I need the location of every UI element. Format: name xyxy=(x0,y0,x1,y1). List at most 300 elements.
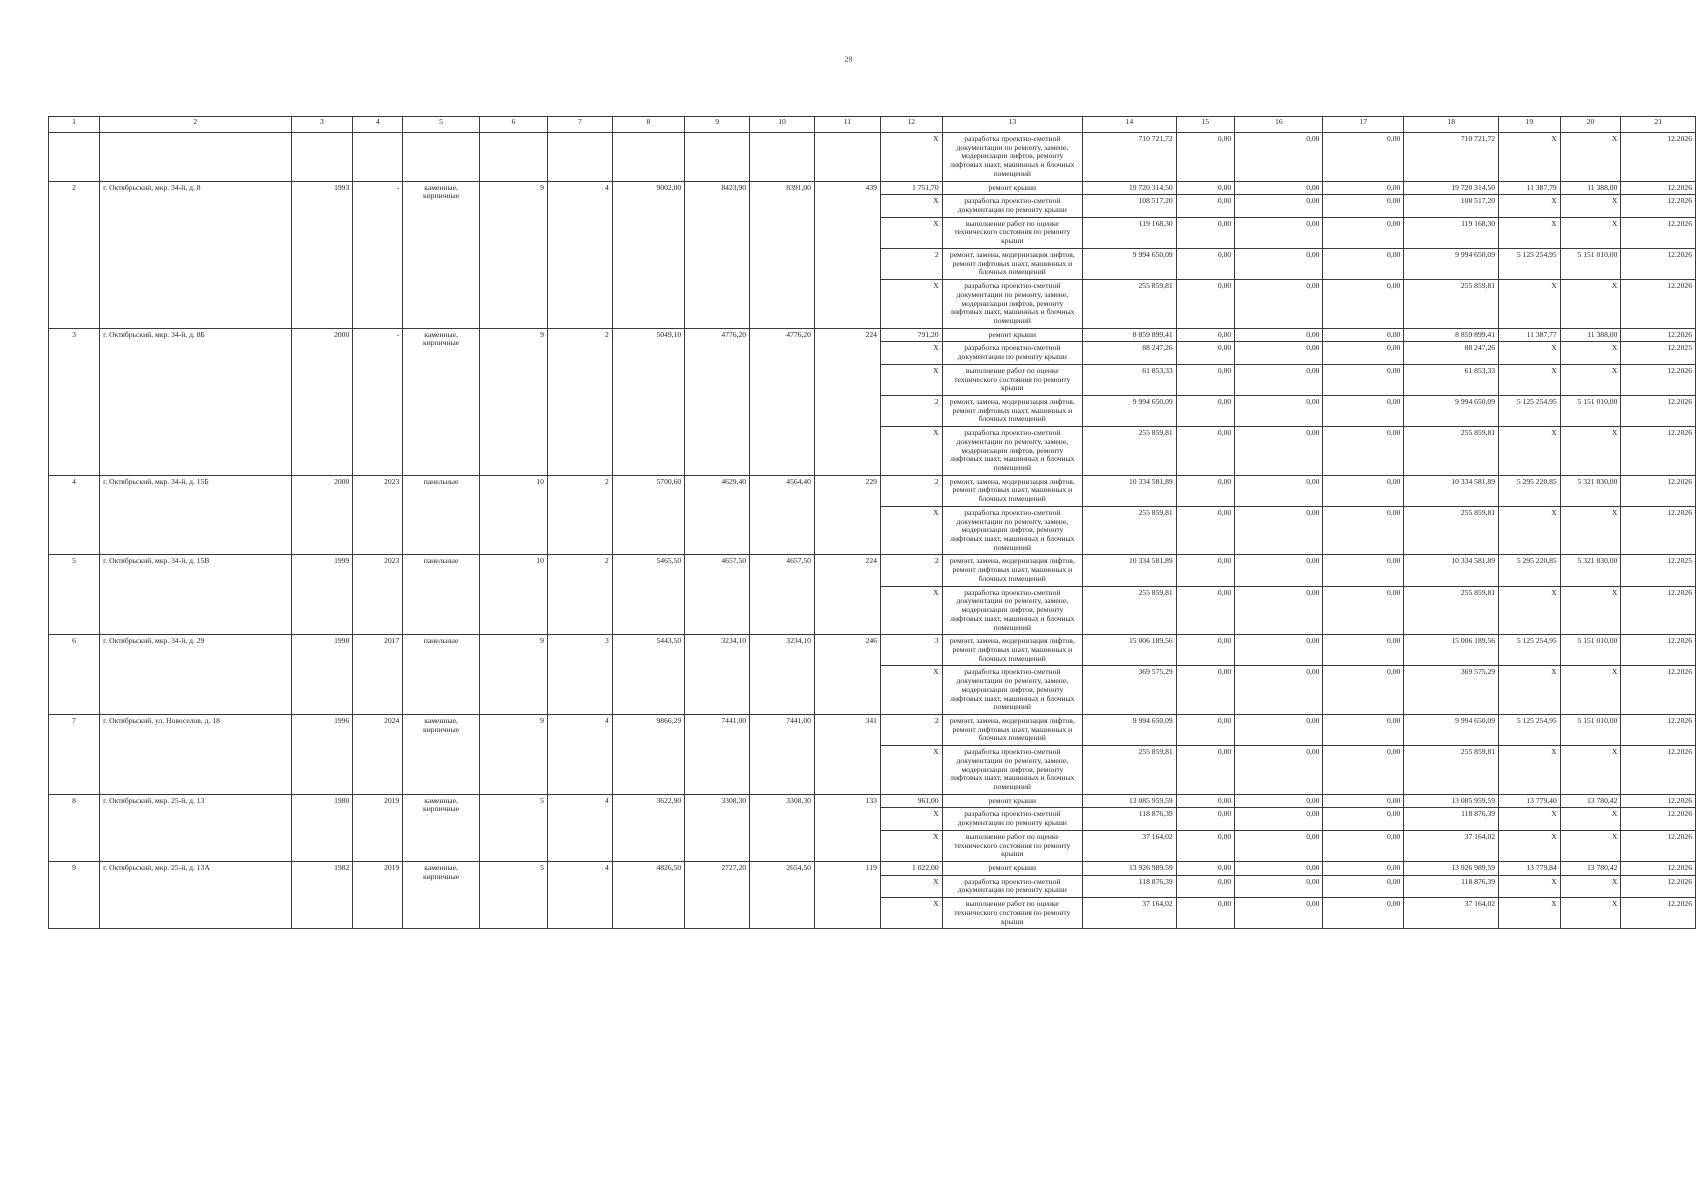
cost-local: 0,00 xyxy=(1323,746,1404,795)
unit-cost: X xyxy=(1499,280,1561,329)
living-area: 4657,50 xyxy=(750,555,815,635)
house-address: г. Октябрьский, мкр. 34-й, д. 15Б xyxy=(100,475,292,555)
completion-date: 12.2026 xyxy=(1621,506,1696,555)
cost-local: 0,00 xyxy=(1323,794,1404,808)
rooms-area xyxy=(685,133,750,182)
entrance-count: 2 xyxy=(547,475,612,555)
unit-cost: X xyxy=(1499,195,1561,217)
work-volume: X xyxy=(880,808,942,830)
table-row xyxy=(49,714,1696,745)
work-name: ремонт, замена, модернизация лифтов, ремонт лифтовых шахт, машинных и блочных помещений xyxy=(942,395,1082,426)
table-row xyxy=(49,475,1696,506)
work-cost-total: 118 876,39 xyxy=(1083,808,1177,830)
cost-local: 0,00 xyxy=(1323,395,1404,426)
cost-owners: 61 853,33 xyxy=(1404,364,1499,395)
year-built: 1998 xyxy=(291,635,353,715)
table-row xyxy=(49,555,1696,586)
cost-federal: 0,00 xyxy=(1176,830,1235,861)
cost-owners: 13 085 959,59 xyxy=(1404,794,1499,808)
max-unit-cost: X xyxy=(1560,280,1621,329)
floor-count: 9 xyxy=(479,328,547,475)
work-name: ремонт, замена, модернизация лифтов, ремонт лифтовых шахт, машинных и блочных помещений xyxy=(942,714,1082,745)
cost-regional: 0,00 xyxy=(1235,181,1323,195)
cost-owners: 8 859 899,41 xyxy=(1404,328,1499,342)
column-number-20: 20 xyxy=(1560,117,1621,133)
max-unit-cost: X xyxy=(1560,898,1621,929)
work-cost-total: 9 994 650,09 xyxy=(1083,248,1177,279)
work-cost-total: 8 859 899,41 xyxy=(1083,328,1177,342)
completion-date: 12.2026 xyxy=(1621,794,1696,808)
cost-local: 0,00 xyxy=(1323,475,1404,506)
work-volume: 1 022,00 xyxy=(880,862,942,876)
work-name: разработка проектно-сметной документации по ремонту крыши xyxy=(942,195,1082,217)
cost-federal: 0,00 xyxy=(1176,181,1235,195)
cost-federal: 0,00 xyxy=(1176,133,1235,182)
cost-federal: 0,00 xyxy=(1176,342,1235,364)
work-name: ремонт крыши xyxy=(942,862,1082,876)
work-cost-total: 13 926 989,59 xyxy=(1083,862,1177,876)
cost-regional: 0,00 xyxy=(1235,395,1323,426)
cost-federal: 0,00 xyxy=(1176,714,1235,745)
resident-count: 341 xyxy=(814,714,880,794)
work-volume: X xyxy=(880,280,942,329)
work-name: ремонт, замена, модернизация лифтов, ремонт лифтовых шахт, машинных и блочных помещений xyxy=(942,635,1082,666)
cost-regional: 0,00 xyxy=(1235,875,1323,897)
house-address: г. Октябрьский, мкр. 34-й, д. 8 xyxy=(100,181,292,328)
work-volume: X xyxy=(880,506,942,555)
cost-federal: 0,00 xyxy=(1176,555,1235,586)
column-number-17: 17 xyxy=(1323,117,1404,133)
work-volume: 961,00 xyxy=(880,794,942,808)
year-last-repair: 2024 xyxy=(353,714,403,794)
living-area: 3234,10 xyxy=(750,635,815,715)
living-area xyxy=(750,133,815,182)
work-name: ремонт крыши xyxy=(942,328,1082,342)
completion-date: 12.2026 xyxy=(1621,666,1696,715)
work-name: разработка проектно-сметной документации по ремонту, замене, модернизации лифтов, ремонту лифтовых шахт, машинных и блочных помещений xyxy=(942,746,1082,795)
cost-regional: 0,00 xyxy=(1235,898,1323,929)
work-cost-total: 255 859,81 xyxy=(1083,427,1177,476)
cost-federal: 0,00 xyxy=(1176,635,1235,666)
cost-regional: 0,00 xyxy=(1235,862,1323,876)
living-area: 7441,00 xyxy=(750,714,815,794)
total-area: 9002,00 xyxy=(612,181,684,328)
cost-owners: 255 859,81 xyxy=(1404,746,1499,795)
max-unit-cost: 5 151 010,00 xyxy=(1560,395,1621,426)
cost-regional: 0,00 xyxy=(1235,506,1323,555)
completion-date: 12.2026 xyxy=(1621,586,1696,635)
max-unit-cost: X xyxy=(1560,830,1621,861)
max-unit-cost: X xyxy=(1560,875,1621,897)
max-unit-cost: X xyxy=(1560,195,1621,217)
row-number: 7 xyxy=(49,714,100,794)
completion-date: 12.2026 xyxy=(1621,862,1696,876)
unit-cost: X xyxy=(1499,666,1561,715)
resident-count: 224 xyxy=(814,555,880,635)
resident-count: 133 xyxy=(814,794,880,861)
floor-count: 10 xyxy=(479,555,547,635)
work-cost-total: 9 994 650,09 xyxy=(1083,714,1177,745)
max-unit-cost: 13 780,42 xyxy=(1560,862,1621,876)
total-area: 4826,50 xyxy=(612,862,684,929)
cost-federal: 0,00 xyxy=(1176,217,1235,248)
table-row xyxy=(49,794,1696,808)
unit-cost: X xyxy=(1499,586,1561,635)
unit-cost: X xyxy=(1499,133,1561,182)
resident-count: 439 xyxy=(814,181,880,328)
unit-cost: X xyxy=(1499,898,1561,929)
year-last-repair: 2019 xyxy=(353,794,403,861)
column-number-13: 13 xyxy=(942,117,1082,133)
unit-cost: 5 125 254,95 xyxy=(1499,395,1561,426)
cost-federal: 0,00 xyxy=(1176,794,1235,808)
floor-count: 9 xyxy=(479,181,547,328)
unit-cost: 5 125 254,95 xyxy=(1499,635,1561,666)
year-built: 2000 xyxy=(291,475,353,555)
unit-cost: 13 779,84 xyxy=(1499,862,1561,876)
work-name: разработка проектно-сметной документации по ремонту, замене, модернизации лифтов, ремонту лифтовых шахт, машинных и блочных помещений xyxy=(942,586,1082,635)
cost-regional: 0,00 xyxy=(1235,280,1323,329)
work-volume: X xyxy=(880,666,942,715)
work-cost-total: 255 859,81 xyxy=(1083,586,1177,635)
completion-date: 12.2026 xyxy=(1621,830,1696,861)
column-number-18: 18 xyxy=(1404,117,1499,133)
cost-local: 0,00 xyxy=(1323,898,1404,929)
work-cost-total: 61 853,33 xyxy=(1083,364,1177,395)
cost-local: 0,00 xyxy=(1323,133,1404,182)
column-number-12: 12 xyxy=(880,117,942,133)
cost-owners: 255 859,81 xyxy=(1404,586,1499,635)
cost-owners: 9 994 650,09 xyxy=(1404,248,1499,279)
cost-owners: 15 006 189,56 xyxy=(1404,635,1499,666)
cost-owners: 118 876,39 xyxy=(1404,875,1499,897)
column-number-14: 14 xyxy=(1083,117,1177,133)
column-number-19: 19 xyxy=(1499,117,1561,133)
max-unit-cost: 11 388,00 xyxy=(1560,328,1621,342)
work-name: разработка проектно-сметной документации по ремонту, замене, модернизации лифтов, ремонту лифтовых шахт, машинных и блочных помещений xyxy=(942,427,1082,476)
total-area: 9866,29 xyxy=(612,714,684,794)
cost-federal: 0,00 xyxy=(1176,395,1235,426)
work-cost-total: 255 859,81 xyxy=(1083,506,1177,555)
completion-date: 12.2026 xyxy=(1621,328,1696,342)
wall-material: каменные, кирпичные xyxy=(403,328,480,475)
table-row xyxy=(49,133,1696,182)
rooms-area: 2727,20 xyxy=(685,862,750,929)
cost-owners: 108 517,20 xyxy=(1404,195,1499,217)
total-area: 5049,10 xyxy=(612,328,684,475)
row-number: 8 xyxy=(49,794,100,861)
column-number-15: 15 xyxy=(1176,117,1235,133)
cost-regional: 0,00 xyxy=(1235,248,1323,279)
house-address: г. Октябрьский, мкр. 34-й, д. 29 xyxy=(100,635,292,715)
entrance-count: 4 xyxy=(547,181,612,328)
completion-date: 12.2026 xyxy=(1621,635,1696,666)
work-name: ремонт, замена, модернизация лифтов, ремонт лифтовых шахт, машинных и блочных помещений xyxy=(942,248,1082,279)
work-cost-total: 19 720 314,50 xyxy=(1083,181,1177,195)
floor-count: 9 xyxy=(479,635,547,715)
cost-local: 0,00 xyxy=(1323,830,1404,861)
rooms-area: 7441,00 xyxy=(685,714,750,794)
completion-date: 12.2025 xyxy=(1621,342,1696,364)
resident-count: 119 xyxy=(814,862,880,929)
cost-local: 0,00 xyxy=(1323,586,1404,635)
completion-date: 12.2026 xyxy=(1621,195,1696,217)
max-unit-cost: X xyxy=(1560,746,1621,795)
column-number-1: 1 xyxy=(49,117,100,133)
cost-owners: 119 168,30 xyxy=(1404,217,1499,248)
unit-cost: 5 125 254,95 xyxy=(1499,248,1561,279)
cost-federal: 0,00 xyxy=(1176,248,1235,279)
row-number: 6 xyxy=(49,635,100,715)
max-unit-cost: X xyxy=(1560,586,1621,635)
work-volume: 791,20 xyxy=(880,328,942,342)
cost-local: 0,00 xyxy=(1323,364,1404,395)
unit-cost: 11 387,79 xyxy=(1499,181,1561,195)
max-unit-cost: 13 780,42 xyxy=(1560,794,1621,808)
max-unit-cost: 5 151 010,00 xyxy=(1560,714,1621,745)
table-row xyxy=(49,635,1696,666)
year-last-repair: - xyxy=(353,181,403,328)
entrance-count xyxy=(547,133,612,182)
cost-owners: 255 859,81 xyxy=(1404,427,1499,476)
work-volume: X xyxy=(880,364,942,395)
work-volume: X xyxy=(880,342,942,364)
max-unit-cost: X xyxy=(1560,427,1621,476)
floor-count xyxy=(479,133,547,182)
column-number-11: 11 xyxy=(814,117,880,133)
max-unit-cost: 5 321 830,00 xyxy=(1560,475,1621,506)
cost-local: 0,00 xyxy=(1323,875,1404,897)
completion-date: 12.2026 xyxy=(1621,217,1696,248)
work-volume: X xyxy=(880,195,942,217)
resident-count: 229 xyxy=(814,475,880,555)
total-area: 5465,50 xyxy=(612,555,684,635)
cost-federal: 0,00 xyxy=(1176,280,1235,329)
cost-regional: 0,00 xyxy=(1235,217,1323,248)
work-name: ремонт, замена, модернизация лифтов, ремонт лифтовых шахт, машинных и блочных помещений xyxy=(942,555,1082,586)
living-area: 3308,30 xyxy=(750,794,815,861)
house-address: г. Октябрьский, мкр. 34-й, д. 15В xyxy=(100,555,292,635)
max-unit-cost: X xyxy=(1560,133,1621,182)
work-name: разработка проектно-сметной документации по ремонту, замене, модернизации лифтов, ремонту лифтовых шахт, машинных и блочных помещений xyxy=(942,280,1082,329)
work-cost-total: 369 575,29 xyxy=(1083,666,1177,715)
column-number-8: 8 xyxy=(612,117,684,133)
completion-date: 12.2026 xyxy=(1621,427,1696,476)
cost-federal: 0,00 xyxy=(1176,875,1235,897)
cost-owners: 9 994 650,09 xyxy=(1404,395,1499,426)
cost-local: 0,00 xyxy=(1323,862,1404,876)
work-volume: 2 xyxy=(880,714,942,745)
cost-federal: 0,00 xyxy=(1176,746,1235,795)
rooms-area: 8423,90 xyxy=(685,181,750,328)
work-name: разработка проектно-сметной документации по ремонту, замене, модернизации лифтов, ремонту лифтовых шахт, машинных и блочных помещений xyxy=(942,133,1082,182)
max-unit-cost: X xyxy=(1560,666,1621,715)
cost-federal: 0,00 xyxy=(1176,195,1235,217)
living-area: 8391,00 xyxy=(750,181,815,328)
wall-material xyxy=(403,133,480,182)
year-last-repair: 2019 xyxy=(353,862,403,929)
max-unit-cost: X xyxy=(1560,364,1621,395)
cost-owners: 255 859,81 xyxy=(1404,280,1499,329)
max-unit-cost: X xyxy=(1560,808,1621,830)
unit-cost: X xyxy=(1499,875,1561,897)
unit-cost: 13 779,40 xyxy=(1499,794,1561,808)
rooms-area: 4776,20 xyxy=(685,328,750,475)
unit-cost: 5 295 220,85 xyxy=(1499,555,1561,586)
year-built: 1996 xyxy=(291,714,353,794)
work-name: выполнение работ по оценке технического состояния по ремонту крыши xyxy=(942,898,1082,929)
year-last-repair: 2023 xyxy=(353,475,403,555)
work-cost-total: 37 164,02 xyxy=(1083,898,1177,929)
max-unit-cost: 11 388,00 xyxy=(1560,181,1621,195)
max-unit-cost: 5 151 010,00 xyxy=(1560,248,1621,279)
cost-regional: 0,00 xyxy=(1235,195,1323,217)
column-number-6: 6 xyxy=(479,117,547,133)
cost-federal: 0,00 xyxy=(1176,364,1235,395)
work-volume: 2 xyxy=(880,395,942,426)
cost-regional: 0,00 xyxy=(1235,830,1323,861)
year-built xyxy=(291,133,353,182)
column-number-21: 21 xyxy=(1621,117,1696,133)
work-name: разработка проектно-сметной документации по ремонту, замене, модернизации лифтов, ремонту лифтовых шахт, машинных и блочных помещений xyxy=(942,666,1082,715)
cost-local: 0,00 xyxy=(1323,181,1404,195)
house-address: г. Октябрьский, мкр. 25-й, д. 13А xyxy=(100,862,292,929)
completion-date: 12.2025 xyxy=(1621,555,1696,586)
unit-cost: 5 295 220,85 xyxy=(1499,475,1561,506)
cost-owners: 13 926 989,59 xyxy=(1404,862,1499,876)
unit-cost: 5 125 254,95 xyxy=(1499,714,1561,745)
cost-local: 0,00 xyxy=(1323,714,1404,745)
year-last-repair xyxy=(353,133,403,182)
entrance-count: 2 xyxy=(547,328,612,475)
work-cost-total: 13 085 959,59 xyxy=(1083,794,1177,808)
unit-cost: X xyxy=(1499,427,1561,476)
entrance-count: 4 xyxy=(547,794,612,861)
cost-local: 0,00 xyxy=(1323,328,1404,342)
completion-date: 12.2026 xyxy=(1621,280,1696,329)
unit-cost: X xyxy=(1499,217,1561,248)
cost-federal: 0,00 xyxy=(1176,898,1235,929)
work-name: разработка проектно-сметной документации по ремонту крыши xyxy=(942,808,1082,830)
work-volume: X xyxy=(880,217,942,248)
completion-date: 12.2026 xyxy=(1621,475,1696,506)
resident-count: 246 xyxy=(814,635,880,715)
work-volume: 2 xyxy=(880,475,942,506)
column-number-row xyxy=(49,117,1696,133)
completion-date: 12.2026 xyxy=(1621,808,1696,830)
unit-cost: X xyxy=(1499,830,1561,861)
table-row xyxy=(49,181,1696,195)
row-number: 2 xyxy=(49,181,100,328)
max-unit-cost: X xyxy=(1560,217,1621,248)
floor-count: 9 xyxy=(479,714,547,794)
row-number: 3 xyxy=(49,328,100,475)
rooms-area: 4629,40 xyxy=(685,475,750,555)
cost-regional: 0,00 xyxy=(1235,342,1323,364)
cost-federal: 0,00 xyxy=(1176,862,1235,876)
total-area: 3622,90 xyxy=(612,794,684,861)
cost-owners: 19 720 314,50 xyxy=(1404,181,1499,195)
wall-material: панельные xyxy=(403,555,480,635)
cost-owners: 37 164,02 xyxy=(1404,898,1499,929)
completion-date: 12.2026 xyxy=(1621,875,1696,897)
work-name: ремонт, замена, модернизация лифтов, ремонт лифтовых шахт, машинных и блочных помещений xyxy=(942,475,1082,506)
cost-federal: 0,00 xyxy=(1176,506,1235,555)
column-number-4: 4 xyxy=(353,117,403,133)
unit-cost: X xyxy=(1499,746,1561,795)
work-cost-total: 15 006 189,56 xyxy=(1083,635,1177,666)
entrance-count: 3 xyxy=(547,635,612,715)
rooms-area: 3234,10 xyxy=(685,635,750,715)
cost-local: 0,00 xyxy=(1323,248,1404,279)
work-name: ремонт крыши xyxy=(942,181,1082,195)
table-row xyxy=(49,862,1696,876)
work-volume: X xyxy=(880,586,942,635)
work-volume: 3 xyxy=(880,635,942,666)
work-cost-total: 255 859,81 xyxy=(1083,746,1177,795)
work-name: разработка проектно-сметной документации по ремонту, замене, модернизации лифтов, ремонту лифтовых шахт, машинных и блочных помещений xyxy=(942,506,1082,555)
column-number-7: 7 xyxy=(547,117,612,133)
cost-federal: 0,00 xyxy=(1176,475,1235,506)
unit-cost: X xyxy=(1499,808,1561,830)
cost-regional: 0,00 xyxy=(1235,133,1323,182)
wall-material: каменные, кирпичные xyxy=(403,714,480,794)
living-area: 2654,50 xyxy=(750,862,815,929)
floor-count: 5 xyxy=(479,862,547,929)
year-built: 1982 xyxy=(291,862,353,929)
entrance-count: 4 xyxy=(547,714,612,794)
house-address: г. Октябрьский, мкр. 34-й, д. 8Б xyxy=(100,328,292,475)
row-number: 4 xyxy=(49,475,100,555)
repair-program-table xyxy=(48,116,1696,929)
rooms-area: 4657,50 xyxy=(685,555,750,635)
completion-date: 12.2026 xyxy=(1621,395,1696,426)
cost-regional: 0,00 xyxy=(1235,328,1323,342)
cost-federal: 0,00 xyxy=(1176,328,1235,342)
house-address xyxy=(100,133,292,182)
cost-regional: 0,00 xyxy=(1235,714,1323,745)
cost-regional: 0,00 xyxy=(1235,666,1323,715)
work-cost-total: 9 994 650,09 xyxy=(1083,395,1177,426)
total-area: 5700,60 xyxy=(612,475,684,555)
work-volume: 2 xyxy=(880,248,942,279)
entrance-count: 4 xyxy=(547,862,612,929)
column-number-9: 9 xyxy=(685,117,750,133)
completion-date: 12.2026 xyxy=(1621,248,1696,279)
cost-regional: 0,00 xyxy=(1235,808,1323,830)
cost-owners: 10 334 581,89 xyxy=(1404,555,1499,586)
cost-local: 0,00 xyxy=(1323,666,1404,715)
max-unit-cost: X xyxy=(1560,506,1621,555)
work-cost-total: 710 721,72 xyxy=(1083,133,1177,182)
cost-regional: 0,00 xyxy=(1235,427,1323,476)
cost-regional: 0,00 xyxy=(1235,475,1323,506)
cost-owners: 37 164,02 xyxy=(1404,830,1499,861)
cost-local: 0,00 xyxy=(1323,506,1404,555)
wall-material: каменные, кирпичные xyxy=(403,181,480,328)
work-volume: 1 751,70 xyxy=(880,181,942,195)
wall-material: каменные, кирпичные xyxy=(403,794,480,861)
cost-owners: 255 859,81 xyxy=(1404,506,1499,555)
work-name: ремонт крыши xyxy=(942,794,1082,808)
wall-material: каменные, кирпичные xyxy=(403,862,480,929)
work-name: выполнение работ по оценке технического состояния по ремонту крыши xyxy=(942,830,1082,861)
year-built: 1993 xyxy=(291,181,353,328)
cost-local: 0,00 xyxy=(1323,808,1404,830)
cost-owners: 88 247,26 xyxy=(1404,342,1499,364)
year-built: 1999 xyxy=(291,555,353,635)
column-number-10: 10 xyxy=(750,117,815,133)
